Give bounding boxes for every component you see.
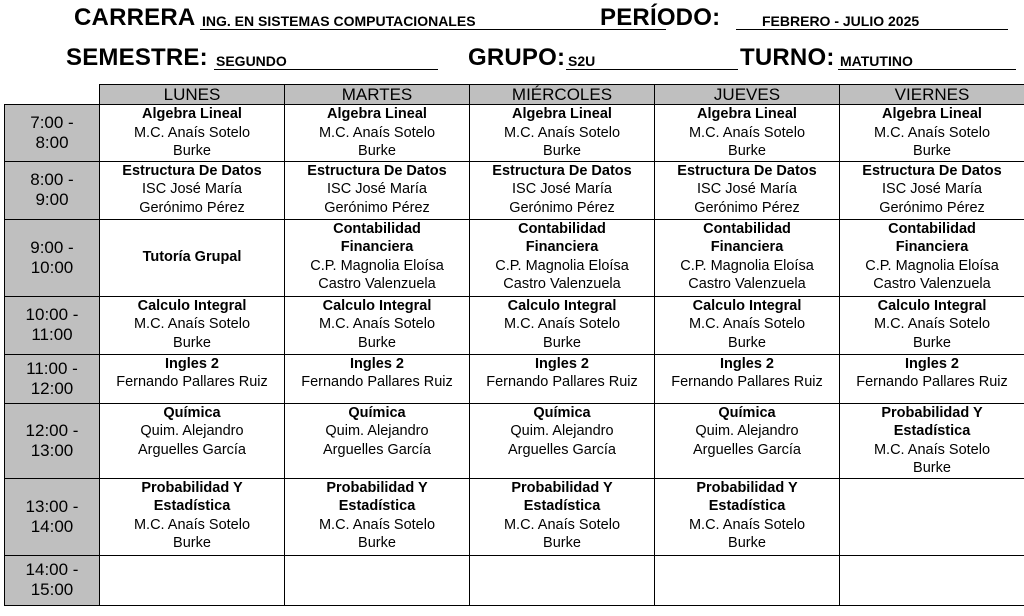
professor-name: M.C. Anaís Sotelo [873,316,991,332]
time-end: 8:00 [35,132,69,152]
professor-name: M.C. Anaís Sotelo [318,516,436,533]
time-start: 13:00 - [25,496,79,516]
schedule-table [4,84,1024,606]
class-cell [470,105,655,162]
class-cell [470,161,655,219]
subject-name: Calculo Integral [877,297,987,314]
professor-name-cont: Burke [173,535,211,551]
class-cell [470,296,655,354]
class-cell [840,478,1024,555]
professor-name: Fernando Pallares Ruiz [671,374,823,390]
class-cell [100,478,285,555]
professor-name: C.P. Magnolia Eloísa [865,257,999,274]
class-cell [655,403,840,478]
professor-name-cont: Castro Valenzuela [503,276,621,292]
professor-name: M.C. Anaís Sotelo [133,124,251,141]
time-start: 10:00 - [25,305,79,324]
professor-name-cont: Burke [728,143,766,159]
semestre-value: SEGUNDO [214,53,438,70]
professor-name-cont: Burke [728,535,766,551]
class-cell [655,478,840,555]
subject-name: Calculo Integral [692,297,802,314]
time-end: 10:00 [30,257,74,277]
professor-name-cont: Gerónimo Pérez [694,199,800,216]
class-cell [285,105,470,162]
subject-name: Probabilidad Y [326,479,428,496]
professor-name: ISC José María [327,181,427,197]
professor-name: Quim. Alejandro [325,423,429,439]
professor-name: Fernando Pallares Ruiz [856,374,1008,390]
subject-name: Contabilidad [518,220,606,237]
class-cell [655,105,840,162]
subject-name: Contabilidad [888,220,976,237]
time-start: 8:00 - [30,170,74,189]
subject-name: Estructura De Datos [492,162,632,179]
turno-field [740,44,913,72]
class-cell [840,161,1024,219]
professor-name: M.C. Anaís Sotelo [503,516,621,533]
class-cell [840,555,1024,605]
subject-name-cont: Estadística [708,498,786,514]
subject-name: Tutoría Grupal [142,249,242,266]
time-start: 9:00 - [30,237,74,257]
class-cell [100,555,285,605]
class-cell [100,161,285,219]
professor-name-cont: Burke [358,334,396,351]
subject-name: Algebra Lineal [512,106,612,122]
turno-value: MATUTINO [838,53,1016,70]
class-cell [100,403,285,478]
professor-name-cont: Gerónimo Pérez [879,199,985,216]
professor-name-cont: Gerónimo Pérez [324,199,430,216]
subject-name-cont: Financiera [710,239,784,255]
semestre-field [66,44,287,72]
grupo-value: S2U [566,53,738,70]
class-cell [100,105,285,162]
table-row [5,161,1024,219]
professor-name-cont: Arguelles García [508,441,616,458]
professor-name: Fernando Pallares Ruiz [486,374,638,390]
time-end: 11:00 [31,325,73,344]
subject-name: Química [163,404,221,421]
professor-name-cont: Burke [543,334,581,351]
professor-name-cont: Gerónimo Pérez [139,199,245,216]
class-cell [840,296,1024,354]
subject-name: Probabilidad Y [511,479,613,496]
professor-name: C.P. Magnolia Eloísa [680,257,814,274]
table-row [5,403,1024,478]
class-cell [285,161,470,219]
time-start: 14:00 - [25,560,79,579]
subject-name: Contabilidad [703,220,791,237]
professor-name-cont: Burke [913,143,951,159]
professor-name-cont: Burke [358,535,396,551]
subject-name: Calculo Integral [137,297,247,314]
class-cell [285,296,470,354]
class-cell [100,219,285,296]
class-cell [285,555,470,605]
class-cell [470,354,655,403]
class-cell [100,354,285,403]
day-header-lunes: LUNES [100,85,285,105]
professor-name: ISC José María [512,181,612,197]
time-slot [5,354,100,403]
subject-name: Estructura De Datos [307,162,447,179]
carrera-value: ING. EN SISTEMAS COMPUTACIONALES [200,13,666,30]
table-row [5,555,1024,605]
time-start: 7:00 - [30,112,74,132]
class-cell [840,105,1024,162]
class-cell [655,161,840,219]
professor-name: M.C. Anaís Sotelo [688,124,806,141]
subject-name: Calculo Integral [507,297,617,314]
professor-name-cont: Arguelles García [693,441,801,458]
carrera-field [74,4,476,32]
day-header-viernes: VIERNES [840,85,1024,105]
professor-name-cont: Burke [543,143,581,159]
professor-name: M.C. Anaís Sotelo [133,516,251,533]
table-row [5,105,1024,162]
time-end: 9:00 [35,190,69,209]
professor-name: ISC José María [697,181,797,197]
grupo-field [468,44,596,72]
day-header-row [5,85,1024,105]
professor-name-cont: Burke [913,334,951,351]
class-cell [655,219,840,296]
time-slot [5,219,100,296]
subject-name: Algebra Lineal [142,106,242,122]
class-cell [285,403,470,478]
time-end: 14:00 [30,516,74,536]
subject-name-cont: Financiera [340,239,414,255]
subject-name: Algebra Lineal [327,106,427,122]
periodo-value: FEBRERO - JULIO 2025 [736,13,1008,30]
professor-name: M.C. Anaís Sotelo [873,124,991,141]
professor-name: M.C. Anaís Sotelo [688,516,806,533]
class-cell [285,478,470,555]
professor-name-cont: Burke [358,143,396,159]
professor-name-cont: Castro Valenzuela [688,276,806,292]
subject-name-cont: Financiera [895,239,969,255]
professor-name-cont: Burke [173,334,211,351]
professor-name: Quim. Alejandro [140,423,244,439]
time-slot [5,555,100,605]
subject-name-cont: Estadística [153,498,231,514]
table-row [5,478,1024,555]
subject-name: Ingles 2 [535,355,589,372]
subject-name: Probabilidad Y [141,479,243,496]
subject-name: Ingles 2 [720,355,774,372]
professor-name: M.C. Anaís Sotelo [318,316,436,332]
professor-name-cont: Arguelles García [323,441,431,458]
class-cell [655,296,840,354]
professor-name: M.C. Anaís Sotelo [688,316,806,332]
professor-name: Quim. Alejandro [510,423,614,439]
time-slot [5,296,100,354]
professor-name: C.P. Magnolia Eloísa [495,257,629,274]
class-cell [285,354,470,403]
subject-name: Probabilidad Y [696,479,798,496]
subject-name-cont: Financiera [525,239,599,255]
subject-name: Ingles 2 [350,355,404,372]
professor-name: M.C. Anaís Sotelo [503,124,621,141]
time-start: 11:00 - [26,358,78,378]
subject-name-cont: Estadística [523,498,601,514]
periodo-label: PERÍODO: [600,4,721,31]
table-row [5,219,1024,296]
professor-name-cont: Arguelles García [138,441,246,458]
professor-name: Quim. Alejandro [695,423,799,439]
time-end: 15:00 [30,580,74,599]
professor-name: ISC José María [882,181,982,197]
professor-name: M.C. Anaís Sotelo [133,316,251,332]
class-cell [470,555,655,605]
subject-name: Estructura De Datos [677,162,817,179]
professor-name: Fernando Pallares Ruiz [301,374,453,390]
class-cell [655,354,840,403]
professor-name: M.C. Anaís Sotelo [318,124,436,141]
subject-name: Química [348,404,406,421]
professor-name: C.P. Magnolia Eloísa [310,257,444,274]
subject-name-cont: Estadística [338,498,416,514]
class-cell [100,296,285,354]
professor-name: ISC José María [142,181,242,197]
class-cell [470,403,655,478]
class-cell [840,354,1024,403]
professor-name: M.C. Anaís Sotelo [503,316,621,332]
table-row [5,296,1024,354]
time-slot [5,478,100,555]
class-cell [285,219,470,296]
professor-name: Fernando Pallares Ruiz [116,374,268,390]
day-header-miercoles: MIÉRCOLES [470,85,655,105]
day-header-jueves: JUEVES [655,85,840,105]
table-row [5,354,1024,403]
time-start: 12:00 - [25,420,79,440]
time-end: 12:00 [30,378,74,398]
professor-name-cont: Burke [913,460,951,476]
class-cell [655,555,840,605]
semestre-label: SEMESTRE: [66,44,208,71]
time-slot [5,105,100,162]
class-cell [470,219,655,296]
professor-name-cont: Gerónimo Pérez [509,199,615,216]
subject-name: Química [718,404,776,421]
subject-name: Estructura De Datos [862,162,1002,179]
class-cell [470,478,655,555]
subject-name: Estructura De Datos [122,162,262,179]
subject-name: Algebra Lineal [882,106,982,122]
professor-name-cont: Burke [173,143,211,159]
carrera-label: CARRERA [74,4,196,31]
subject-name: Ingles 2 [165,355,219,372]
professor-name: M.C. Anaís Sotelo [873,441,991,458]
turno-label: TURNO: [740,44,835,71]
professor-name-cont: Castro Valenzuela [318,276,436,292]
subject-name: Ingles 2 [905,355,959,372]
time-end: 13:00 [30,440,74,460]
subject-name: Química [533,404,591,421]
class-cell [840,403,1024,478]
grupo-label: GRUPO: [468,44,566,71]
corner-cell [5,85,100,105]
professor-name-cont: Castro Valenzuela [873,276,991,292]
subject-name-cont: Estadística [893,423,971,439]
subject-name: Contabilidad [333,220,421,237]
subject-name: Algebra Lineal [697,106,797,122]
time-slot [5,403,100,478]
day-header-martes: MARTES [285,85,470,105]
professor-name-cont: Burke [728,334,766,351]
class-cell [840,219,1024,296]
subject-name: Calculo Integral [322,297,432,314]
professor-name-cont: Burke [543,535,581,551]
time-slot [5,161,100,219]
periodo-field [600,4,920,32]
subject-name: Probabilidad Y [881,404,983,421]
